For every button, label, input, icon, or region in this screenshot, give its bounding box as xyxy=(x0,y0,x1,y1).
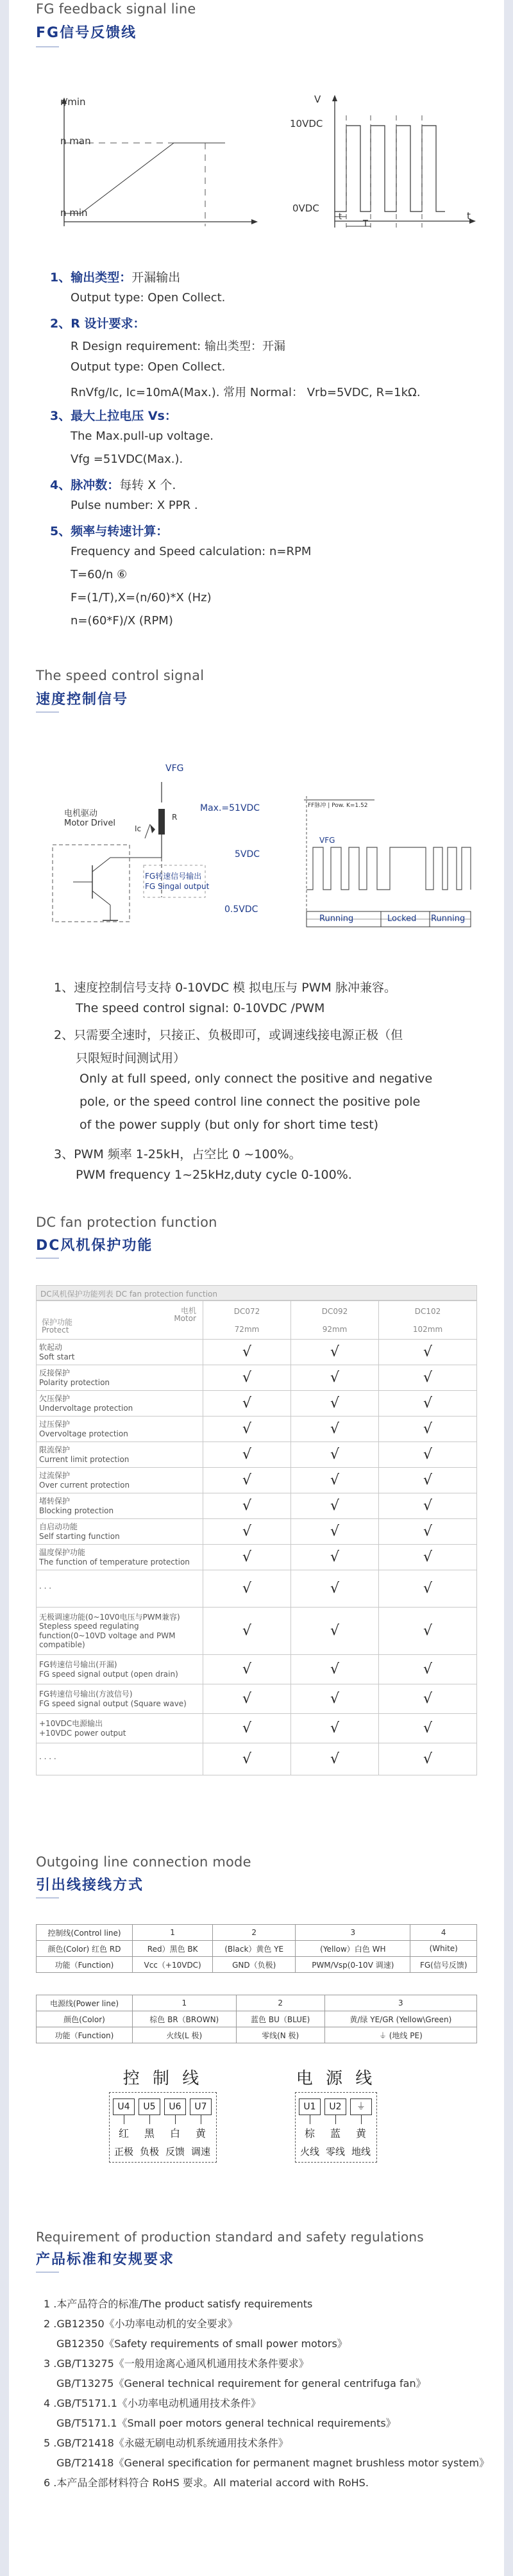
fg-item-detail: T=60/n ⑥ xyxy=(71,568,128,581)
check-mark: √ xyxy=(379,1608,477,1655)
model-name: DC072 xyxy=(233,1306,260,1316)
control-connector-color: 红 xyxy=(118,2127,129,2140)
outgoing-title-en: Outgoing line connection mode xyxy=(36,1854,251,1870)
model-size: 92mm xyxy=(322,1324,348,1334)
speed-title-cn: 速度控制信号 xyxy=(36,692,129,708)
check-mark: √ xyxy=(291,1743,379,1775)
protection-name-en: Over current protection xyxy=(39,1480,130,1490)
control-connector-title: 控 制 线 xyxy=(122,2069,203,2088)
protection-name-cell xyxy=(37,1391,203,1417)
fg-pulse-diagram xyxy=(291,90,484,231)
wave-note: FF脉冲 | Pow. K=1.52 xyxy=(308,802,368,809)
control-table-cell: Vcc（+10VDC) xyxy=(133,1957,213,1973)
power-table-row xyxy=(37,2027,477,2043)
protection-header-row xyxy=(37,1301,477,1340)
nman-label: n man xyxy=(60,135,91,147)
check-mark: √ xyxy=(203,1608,291,1655)
outgoing-title-cn: 引出线接线方式 xyxy=(36,1877,144,1893)
control-connector-func: 正极 xyxy=(114,2146,133,2157)
protection-row xyxy=(37,1340,477,1365)
check-mark: √ xyxy=(379,1391,477,1417)
speed-note: 1、速度控制信号支持 0-10VDC 模 拟电压与 PWM 脉冲兼容。 xyxy=(54,981,396,995)
check-mark: √ xyxy=(379,1714,477,1743)
locked-label: Locked xyxy=(387,914,417,924)
protection-name-cn: FG转速信号输出(方波信号) xyxy=(39,1690,133,1699)
speed-note: 只限短时间测试用） xyxy=(76,1051,186,1065)
fg-item-heading xyxy=(50,406,177,424)
protect-label-cn: 保护功能 xyxy=(42,1318,73,1327)
protection-row xyxy=(37,1655,477,1684)
protection-name-cell xyxy=(37,1714,203,1743)
protection-name-en: FG speed signal output (Square wave) xyxy=(39,1699,187,1708)
v-axis-label: V xyxy=(314,94,321,105)
protection-name-cell xyxy=(37,1365,203,1391)
protection-name-cn: 温度保护功能 xyxy=(39,1548,86,1558)
power-connector-color: 黄 xyxy=(355,2127,366,2140)
r-label: R xyxy=(172,813,178,822)
control-table-cell: (Yellow）白色 WH xyxy=(296,1941,410,1957)
protection-row xyxy=(37,1442,477,1468)
fg-output-cn: FG转速信号输出 xyxy=(145,872,202,881)
check-mark: √ xyxy=(291,1519,379,1545)
fg-item-head: 1、输出类型： xyxy=(50,270,132,285)
control-connector-pin: U7 xyxy=(190,2098,212,2115)
protection-name-cell xyxy=(37,1684,203,1714)
check-mark: √ xyxy=(379,1417,477,1442)
model-size: 72mm xyxy=(234,1324,260,1334)
fg-item-value: 每转 X 个. xyxy=(119,478,176,492)
protection-name-en: Blocking protection xyxy=(39,1506,114,1515)
power-table-cell: 1 xyxy=(133,1995,237,2011)
fg-item-heading xyxy=(50,522,168,539)
fg-title-cn: FG信号反馈线 xyxy=(36,25,137,41)
protection-title-cn: DC风机保护功能 xyxy=(36,1238,153,1254)
control-table-cell: GND（负极) xyxy=(213,1957,296,1973)
control-connector-color: 黄 xyxy=(195,2127,206,2140)
fg-item-detail: n=(60*F)/X (RPM) xyxy=(71,614,173,627)
check-mark: √ xyxy=(379,1493,477,1519)
check-mark: √ xyxy=(291,1391,379,1417)
fg-item-detail: Output type: Open Collect. xyxy=(71,291,226,304)
power-connector-title: 电 源 线 xyxy=(296,2069,376,2088)
control-table-cell: 3 xyxy=(296,1925,410,1941)
power-table-cell: ⏚ (地线 PE) xyxy=(324,2027,476,2043)
protection-name-cell xyxy=(37,1340,203,1365)
protection-name-cn: · · · · xyxy=(39,1754,56,1764)
control-table-cell: 1 xyxy=(133,1925,213,1941)
check-mark: √ xyxy=(379,1468,477,1493)
protection-name-cell xyxy=(37,1743,203,1775)
requirement-line: 3 .GB/T13275《一般用途离心通风机通用技术条件要求》 xyxy=(44,2357,309,2370)
power-connector-func: 火线 xyxy=(299,2146,319,2157)
power-table-cell: 颜色(Color) xyxy=(37,2011,133,2027)
check-mark: √ xyxy=(203,1570,291,1608)
control-connector-func: 反馈 xyxy=(165,2146,185,2157)
power-connector-pin: U1 xyxy=(299,2098,321,2115)
protection-name-en: The function of temperature protection xyxy=(39,1557,190,1566)
control-line-table xyxy=(36,1924,477,1973)
protection-title-en: DC fan protection function xyxy=(36,1215,217,1230)
v0-label: 0VDC xyxy=(292,203,319,214)
protection-table xyxy=(36,1300,477,1775)
requirement-line: GB/T13275《General technical requirement for general centrifuga fan》 xyxy=(56,2377,426,2389)
fg-item-heading xyxy=(50,268,180,285)
protection-name-cell xyxy=(37,1570,203,1608)
section-divider xyxy=(36,46,59,47)
protection-row xyxy=(37,1608,477,1655)
t-small-label: t xyxy=(339,212,342,222)
control-connector-func: 负极 xyxy=(139,2146,159,2157)
protection-row xyxy=(37,1391,477,1417)
control-connector-func: 调速 xyxy=(190,2146,210,2157)
running-label: Running xyxy=(319,914,354,924)
model-header-cell xyxy=(291,1301,379,1340)
protection-name-cell xyxy=(37,1468,203,1493)
control-table-row xyxy=(37,1925,477,1941)
protection-name-cn: 过压保护 xyxy=(39,1420,71,1429)
check-mark: √ xyxy=(291,1608,379,1655)
control-connector-color: 白 xyxy=(169,2127,180,2140)
check-mark: √ xyxy=(291,1365,379,1391)
protection-name-cell xyxy=(37,1655,203,1684)
check-mark: √ xyxy=(203,1714,291,1743)
check-mark: √ xyxy=(291,1468,379,1493)
check-mark: √ xyxy=(379,1519,477,1545)
check-mark: √ xyxy=(379,1442,477,1468)
control-table-row xyxy=(37,1957,477,1973)
power-table-cell: 3 xyxy=(324,1995,476,2011)
protection-row xyxy=(37,1684,477,1714)
power-table-cell: 零线(N 极) xyxy=(236,2027,324,2043)
drive-cn-label: 电机驱动 xyxy=(64,809,98,819)
vfg-label: VFG xyxy=(165,763,184,774)
fg-item-detail: RnVfg/Ic, Ic=10mA(Max.). 常用 Normal： Vrb=5VDC, R=1kΩ. xyxy=(71,386,421,399)
check-mark: √ xyxy=(203,1340,291,1365)
protection-name-cn: +10VDC电源输出 xyxy=(39,1719,103,1729)
power-table-row xyxy=(37,1995,477,2011)
protection-name-cell xyxy=(37,1545,203,1570)
fg-item-head: 4、脉冲数： xyxy=(50,478,120,492)
requirement-line: 2 .GB12350《小功率电动机的安全要求》 xyxy=(44,2318,238,2330)
fg-item-head: 3、最大上拉电压 Vs： xyxy=(50,409,177,423)
fg-item-value: 开漏输出 xyxy=(131,270,181,285)
check-mark: √ xyxy=(291,1655,379,1684)
control-table-cell: 功能（Function) xyxy=(37,1957,133,1973)
check-mark: √ xyxy=(203,1545,291,1570)
protection-name-en: Undervoltage protection xyxy=(39,1403,133,1413)
speed-note: PWM frequency 1~25kHz,duty cycle 0-100%. xyxy=(76,1168,352,1182)
drive-en-label: Motor Drivel xyxy=(64,819,115,828)
protection-name-cell xyxy=(37,1519,203,1545)
power-table-cell: 功能（Function) xyxy=(37,2027,133,2043)
ic-label: Ic xyxy=(135,824,142,833)
protection-row xyxy=(37,1545,477,1570)
fg-item-detail: The Max.pull-up voltage. xyxy=(71,429,214,443)
power-line-table xyxy=(36,1995,477,2043)
protection-name-en: Overvoltage protection xyxy=(39,1429,128,1438)
check-mark: √ xyxy=(291,1570,379,1608)
check-mark: √ xyxy=(379,1743,477,1775)
protection-name-cn: 自启动功能 xyxy=(39,1522,78,1532)
speed-note: pole, or the speed control line connect the positive pole xyxy=(80,1095,421,1109)
requirement-line: 1 .本产品符合的标准/The product satisfy requirements xyxy=(44,2298,313,2310)
datasheet-page xyxy=(9,0,504,2576)
protection-row xyxy=(37,1365,477,1391)
protection-name-en: +10VDC power output xyxy=(39,1728,126,1738)
requirement-line: GB12350《Safety requirements of small power motors》 xyxy=(56,2338,348,2350)
check-mark: √ xyxy=(203,1493,291,1519)
power-table-cell: 棕色 BR（BROWN) xyxy=(133,2011,237,2027)
protection-name-en: Current limit protection xyxy=(39,1454,130,1464)
v10-label: 10VDC xyxy=(290,118,323,129)
v5-label: 5VDC xyxy=(235,849,260,860)
power-connector-diagram xyxy=(295,2065,398,2168)
protection-row xyxy=(37,1493,477,1519)
protection-row xyxy=(37,1417,477,1442)
power-connector-wire xyxy=(361,2115,362,2124)
protection-name-en: Stepless speed regulating function(0~10VD voltage and PWM compatible) xyxy=(39,1622,176,1649)
fg-item-detail: Frequency and Speed calculation: n=RPM xyxy=(71,545,312,558)
fg-item-detail: Pulse number: X PPR . xyxy=(71,499,198,512)
requirements-title-en: Requirement of production standard and safety regulations xyxy=(36,2229,424,2245)
control-connector-color: 黑 xyxy=(144,2127,155,2140)
fg-output-en: FG Singal output xyxy=(145,882,210,891)
control-connector-wire xyxy=(175,2115,176,2124)
protection-name-cn: 欠压保护 xyxy=(39,1394,71,1404)
control-table-cell: PWM/Vsp(0-10V 调速) xyxy=(296,1957,410,1973)
control-connector-pin: U6 xyxy=(164,2098,186,2115)
speed-waveform xyxy=(298,794,484,928)
check-mark: √ xyxy=(203,1365,291,1391)
protection-row xyxy=(37,1743,477,1775)
protection-name-cn: · · · xyxy=(39,1584,52,1593)
motor-label-cn: 电机 xyxy=(180,1306,196,1315)
check-mark: √ xyxy=(291,1545,379,1570)
power-connector-wire xyxy=(335,2115,336,2124)
check-mark: √ xyxy=(203,1519,291,1545)
protection-name-en: FG speed signal output (open drain) xyxy=(39,1669,178,1679)
control-connector-wire xyxy=(149,2115,150,2124)
protection-name-en: Self starting function xyxy=(39,1531,120,1541)
check-mark: √ xyxy=(291,1417,379,1442)
speed-note: 3、PWM 频率 1-25kH，占空比 0 ~100%。 xyxy=(54,1147,301,1161)
fg-item-detail: Output type: Open Collect. xyxy=(71,360,226,374)
protection-table-title: DC风机保护功能列表 DC fan protection function xyxy=(36,1285,477,1300)
check-mark: √ xyxy=(291,1684,379,1714)
protection-name-cn: 软起动 xyxy=(39,1343,63,1352)
control-connector-pin: U4 xyxy=(113,2098,135,2115)
check-mark: √ xyxy=(379,1570,477,1608)
speed-note: of the power supply (but only for short time test) xyxy=(80,1118,379,1132)
protection-name-cn: 无极调速功能(0~10V0电压与PWM兼容) xyxy=(39,1612,180,1622)
right-page-rail xyxy=(504,0,513,2576)
check-mark: √ xyxy=(379,1365,477,1391)
protection-name-cn: FG转速信号输出(开漏) xyxy=(39,1660,117,1670)
check-mark: √ xyxy=(291,1493,379,1519)
power-connector-func: 零线 xyxy=(325,2146,345,2157)
fg-item-detail: R Design requirement: 输出类型：开漏 xyxy=(71,340,285,353)
section-divider xyxy=(36,2272,59,2273)
control-table-row xyxy=(37,1941,477,1957)
speed-note: Only at full speed, only connect the positive and negative xyxy=(80,1072,433,1086)
protection-name-cell xyxy=(37,1417,203,1442)
protection-row xyxy=(37,1570,477,1608)
power-table-cell: 火线(L 极) xyxy=(133,2027,237,2043)
v05-label: 0.5VDC xyxy=(224,904,258,915)
speed-note: The speed control signal: 0-10VDC /PWM xyxy=(76,1001,325,1015)
check-mark: √ xyxy=(291,1714,379,1743)
protection-name-cn: 限流保护 xyxy=(39,1445,71,1455)
requirement-line: GB/T5171.1《Small poer motors general technical requirements》 xyxy=(56,2417,396,2429)
check-mark: √ xyxy=(203,1417,291,1442)
requirement-line: GB/T21418《General specification for permanent magnet brushless motor system》 xyxy=(56,2457,490,2469)
check-mark: √ xyxy=(291,1442,379,1468)
power-table-cell: 2 xyxy=(236,1995,324,2011)
check-mark: √ xyxy=(203,1391,291,1417)
running2-label: Running xyxy=(431,914,466,924)
model-name: DC092 xyxy=(321,1306,348,1316)
period-label: T xyxy=(363,219,368,229)
fg-item-head: 5、频率与转速计算： xyxy=(50,524,169,538)
protection-name-cn: 堵转保护 xyxy=(39,1497,71,1506)
protection-header-cell xyxy=(37,1301,203,1340)
protection-name-cell xyxy=(37,1608,203,1655)
power-table-cell: 电源线(Power line) xyxy=(37,1995,133,2011)
check-mark: √ xyxy=(203,1442,291,1468)
fg-item-heading xyxy=(50,314,145,331)
protection-name-cn: 反接保护 xyxy=(39,1368,71,1378)
check-mark: √ xyxy=(379,1545,477,1570)
motor-label-en: Motor xyxy=(174,1314,196,1323)
power-connector-color: 棕 xyxy=(304,2127,315,2140)
control-connector-pin: U5 xyxy=(139,2098,160,2115)
rmin-label: r/min xyxy=(60,96,86,108)
control-table-cell: 颜色(Color) 红色 RD xyxy=(37,1941,133,1957)
control-table-cell: (White) xyxy=(410,1941,477,1957)
control-table-cell: Red）黑色 BK xyxy=(133,1941,213,1957)
t-axis-label: t xyxy=(467,210,471,222)
requirement-line: 5 .GB/T21418《永磁无刷电动机系统通用技术条件》 xyxy=(44,2437,289,2449)
check-mark: √ xyxy=(379,1655,477,1684)
power-table-cell: 黄/绿 YE/GR (Yellow\Green) xyxy=(324,2011,476,2027)
model-header-cell xyxy=(379,1301,477,1340)
power-table-row xyxy=(37,2011,477,2027)
power-table-cell: 蓝色 BU（BLUE) xyxy=(236,2011,324,2027)
model-header-cell xyxy=(203,1301,291,1340)
control-table-cell: 2 xyxy=(213,1925,296,1941)
protection-name-cell xyxy=(37,1493,203,1519)
section-divider xyxy=(36,1897,59,1899)
fg-item-heading xyxy=(50,476,176,493)
protection-name-en: Polarity protection xyxy=(39,1377,110,1387)
check-mark: √ xyxy=(203,1655,291,1684)
control-table-cell: (Black）黄色 YE xyxy=(213,1941,296,1957)
check-mark: √ xyxy=(203,1468,291,1493)
control-table-cell: FG(信号反馈) xyxy=(410,1957,477,1973)
model-name: DC102 xyxy=(414,1306,441,1316)
check-mark: √ xyxy=(379,1684,477,1714)
protect-label-en: Protect xyxy=(42,1325,69,1334)
check-mark: √ xyxy=(203,1743,291,1775)
power-connector-func: 地线 xyxy=(351,2146,371,2157)
max51-label: Max.=51VDC xyxy=(200,803,260,813)
control-table-cell: 控制线(Control line) xyxy=(37,1925,133,1941)
fg-item-detail: Vfg =51VDC(Max.). xyxy=(71,453,183,466)
protection-name-cell xyxy=(37,1442,203,1468)
vfg-wave-label: VFG xyxy=(319,836,335,845)
control-table-cell: 4 xyxy=(410,1925,477,1941)
speed-note: 2、只需要全速时，只接正、负极即可，或调速线接电源正极（但 xyxy=(54,1028,403,1042)
nmin-label: n min xyxy=(60,207,88,219)
power-connector-pin: U2 xyxy=(324,2098,346,2115)
power-connector-color: 蓝 xyxy=(330,2127,341,2140)
speed-title-en: The speed control signal xyxy=(36,668,205,683)
protection-name-en: Soft start xyxy=(39,1352,75,1361)
model-size: 102mm xyxy=(412,1324,443,1334)
requirement-line: 6 .本产品全部材料符合 RoHS 要求。All material accord with RoHS. xyxy=(44,2477,369,2489)
fg-title-en: FG feedback signal line xyxy=(36,1,196,17)
fg-item-head: 2、R 设计要求： xyxy=(50,317,146,331)
protection-row xyxy=(37,1468,477,1493)
check-mark: √ xyxy=(379,1340,477,1365)
check-mark: √ xyxy=(203,1684,291,1714)
protection-row xyxy=(37,1714,477,1743)
power-connector-pin: ⏚ xyxy=(350,2098,372,2115)
section-divider xyxy=(36,1258,59,1259)
requirement-line: 4 .GB/T5171.1《小功率电动机通用技术条件》 xyxy=(44,2397,261,2409)
fg-item-detail: F=(1/T),X=(n/60)*X (Hz) xyxy=(71,591,212,604)
protection-name-cn: 过流保护 xyxy=(39,1471,71,1481)
protection-row xyxy=(37,1519,477,1545)
check-mark: √ xyxy=(291,1340,379,1365)
control-connector-diagram xyxy=(109,2065,237,2168)
requirements-title-cn: 产品标准和安规要求 xyxy=(36,2252,175,2268)
left-page-rail xyxy=(0,0,9,2576)
section-divider xyxy=(36,711,59,713)
